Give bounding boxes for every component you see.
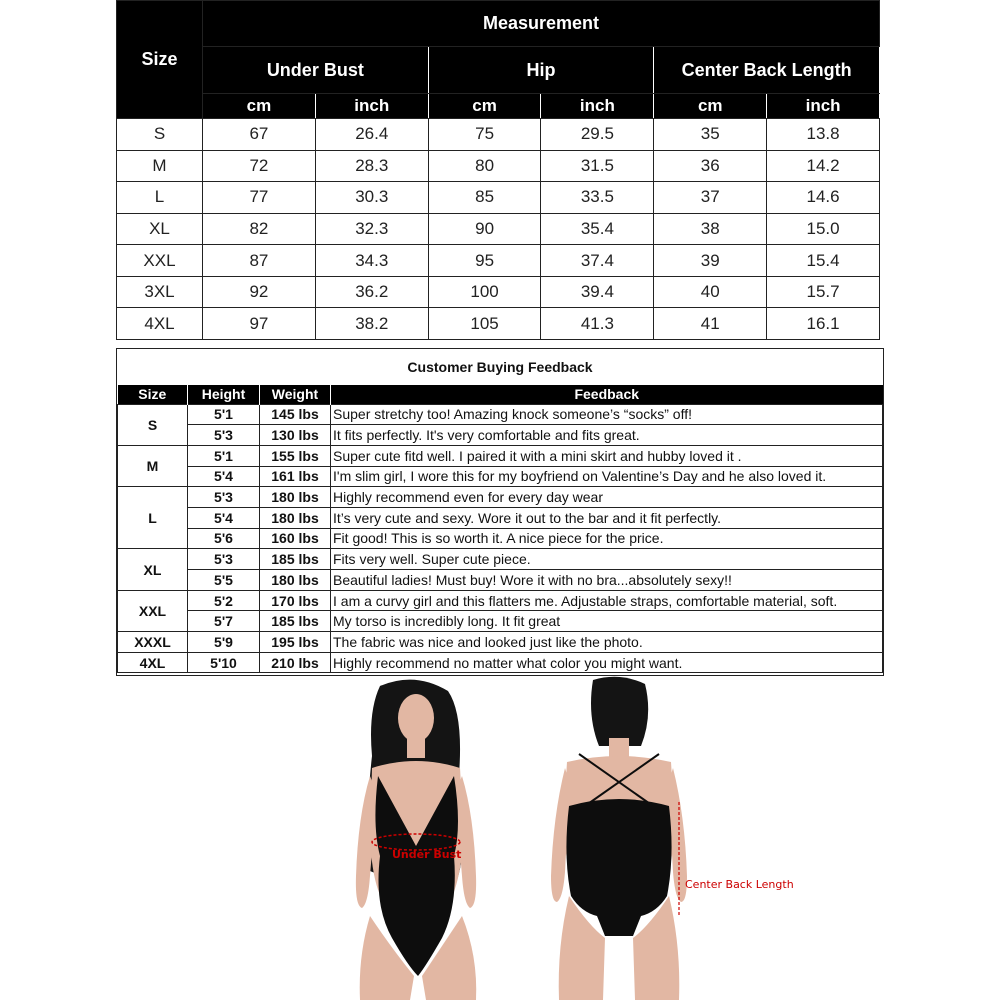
- unit-header: cm: [203, 94, 316, 119]
- feedback-height-cell: 5'9: [188, 632, 260, 653]
- measurement-cell: 36.2: [315, 276, 428, 308]
- unit-header: inch: [315, 94, 428, 119]
- feedback-text-cell: The fabric was nice and looked just like the photo.: [331, 632, 883, 653]
- size-chart-row: [117, 213, 880, 245]
- neck-shape: [407, 736, 425, 758]
- size-chart-row: [117, 245, 880, 277]
- feedback-weight-cell: 160 lbs: [260, 528, 331, 549]
- feedback-size-cell: XL: [118, 549, 188, 590]
- measurement-cell: 72: [203, 150, 316, 182]
- measurement-cell: 37.4: [541, 245, 654, 277]
- measurement-cell: 14.6: [767, 182, 880, 214]
- measurement-cell: 105: [428, 308, 541, 340]
- feedback-text-cell: Highly recommend even for every day wear: [331, 487, 883, 508]
- size-chart-row: [117, 182, 880, 214]
- feedback-size-cell: M: [118, 445, 188, 486]
- feedback-size-cell: XXL: [118, 590, 188, 631]
- feedback-height-cell: 5'4: [188, 507, 260, 528]
- feedback-text-cell: Super stretchy too! Amazing knock someone’s “socks” off!: [331, 404, 883, 425]
- measurement-cell: 41.3: [541, 308, 654, 340]
- feedback-row: [118, 611, 883, 632]
- feedback-weight-cell: 210 lbs: [260, 652, 331, 673]
- feedback-weight-header: Weight: [260, 385, 331, 404]
- feedback-text-cell: Super cute fitd well. I paired it with a mini skirt and hubby loved it .: [331, 445, 883, 466]
- feedback-body: [118, 404, 883, 673]
- size-cell: M: [117, 150, 203, 182]
- feedback-row: [118, 425, 883, 446]
- feedback-row: [118, 507, 883, 528]
- feedback-size-header: Size: [118, 385, 188, 404]
- size-cell: 4XL: [117, 308, 203, 340]
- size-cell: XL: [117, 213, 203, 245]
- measurement-header: Measurement: [203, 1, 880, 47]
- measurement-cell: 37: [654, 182, 767, 214]
- hip-header: Hip: [428, 47, 654, 94]
- feedback-weight-cell: 155 lbs: [260, 445, 331, 466]
- feedback-row: [118, 528, 883, 549]
- measurement-cell: 77: [203, 182, 316, 214]
- feedback-height-cell: 5'1: [188, 445, 260, 466]
- feedback-height-cell: 5'4: [188, 466, 260, 487]
- feedback-row: [118, 487, 883, 508]
- measurement-cell: 33.5: [541, 182, 654, 214]
- feedback-size-cell: S: [118, 404, 188, 445]
- under-bust-label: Under Bust: [392, 848, 462, 861]
- measurement-cell: 90: [428, 213, 541, 245]
- feedback-height-header: Height: [188, 385, 260, 404]
- feedback-text-cell: It fits perfectly. It's very comfortable and fits great.: [331, 425, 883, 446]
- measurement-cell: 39: [654, 245, 767, 277]
- feedback-text-cell: Beautiful ladies! Must buy! Wore it with no bra...absolutely sexy!!: [331, 570, 883, 591]
- measurement-cell: 92: [203, 276, 316, 308]
- measurement-cell: 85: [428, 182, 541, 214]
- hair-shape: [591, 677, 648, 746]
- measurement-cell: 80: [428, 150, 541, 182]
- model-back-illustration: [545, 676, 695, 1000]
- measurement-cell: 16.1: [767, 308, 880, 340]
- feedback-weight-cell: 185 lbs: [260, 611, 331, 632]
- feedback-size-cell: XXXL: [118, 632, 188, 653]
- unit-header: inch: [541, 94, 654, 119]
- unit-header: cm: [654, 94, 767, 119]
- feedback-text-cell: I'm slim girl, I wore this for my boyfriend on Valentine’s Day and he also loved it.: [331, 466, 883, 487]
- measurement-cell: 67: [203, 119, 316, 151]
- feedback-weight-cell: 161 lbs: [260, 466, 331, 487]
- feedback-weight-cell: 185 lbs: [260, 549, 331, 570]
- feedback-height-cell: 5'6: [188, 528, 260, 549]
- size-cell: 3XL: [117, 276, 203, 308]
- measurement-cell: 97: [203, 308, 316, 340]
- customer-feedback-panel: [116, 348, 884, 676]
- measurement-cell: 34.3: [315, 245, 428, 277]
- feedback-row: [118, 652, 883, 673]
- measurement-cell: 32.3: [315, 213, 428, 245]
- feedback-height-cell: 5'3: [188, 549, 260, 570]
- measurement-cell: 35: [654, 119, 767, 151]
- measurement-cell: 82: [203, 213, 316, 245]
- feedback-size-cell: L: [118, 487, 188, 549]
- under-bust-header: Under Bust: [203, 47, 429, 94]
- feedback-height-cell: 5'3: [188, 425, 260, 446]
- feedback-height-cell: 5'1: [188, 404, 260, 425]
- measurement-cell: 15.4: [767, 245, 880, 277]
- neck-shape: [609, 738, 629, 758]
- size-chart-row: [117, 276, 880, 308]
- model-front-illustration: [330, 676, 500, 1000]
- face-shape: [398, 694, 434, 742]
- model-front-photo: [330, 676, 500, 1000]
- measurement-cell: 36: [654, 150, 767, 182]
- size-column-header: Size: [117, 1, 203, 119]
- feedback-row: [118, 466, 883, 487]
- measurement-cell: 15.7: [767, 276, 880, 308]
- size-chart-row: [117, 308, 880, 340]
- feedback-height-cell: 5'7: [188, 611, 260, 632]
- feedback-height-cell: 5'10: [188, 652, 260, 673]
- unit-header: inch: [767, 94, 880, 119]
- model-back-photo: [545, 676, 695, 1000]
- measurement-cell: 75: [428, 119, 541, 151]
- feedback-row: [118, 590, 883, 611]
- feedback-height-cell: 5'2: [188, 590, 260, 611]
- feedback-row: [118, 549, 883, 570]
- measurement-cell: 13.8: [767, 119, 880, 151]
- feedback-weight-cell: 180 lbs: [260, 487, 331, 508]
- feedback-text-cell: Fit good! This is so worth it. A nice piece for the price.: [331, 528, 883, 549]
- feedback-row: [118, 404, 883, 425]
- measurement-cell: 40: [654, 276, 767, 308]
- center-back-length-label: Center Back Length: [685, 878, 794, 891]
- size-cell: L: [117, 182, 203, 214]
- feedback-weight-cell: 170 lbs: [260, 590, 331, 611]
- measurement-cell: 100: [428, 276, 541, 308]
- measurement-cell: 28.3: [315, 150, 428, 182]
- measurement-cell: 26.4: [315, 119, 428, 151]
- feedback-title: Customer Buying Feedback: [407, 359, 593, 375]
- measurement-cell: 38.2: [315, 308, 428, 340]
- measurement-cell: 87: [203, 245, 316, 277]
- measurement-cell: 41: [654, 308, 767, 340]
- feedback-row: [118, 632, 883, 653]
- measurement-cell: 39.4: [541, 276, 654, 308]
- feedback-weight-cell: 180 lbs: [260, 507, 331, 528]
- feedback-text-cell: Fits very well. Super cute piece.: [331, 549, 883, 570]
- unit-header: cm: [428, 94, 541, 119]
- measurement-cell: 29.5: [541, 119, 654, 151]
- measurement-cell: 30.3: [315, 182, 428, 214]
- feedback-weight-cell: 180 lbs: [260, 570, 331, 591]
- feedback-height-cell: 5'5: [188, 570, 260, 591]
- feedback-weight-cell: 130 lbs: [260, 425, 331, 446]
- feedback-table: [117, 385, 883, 673]
- size-chart-body: [117, 119, 880, 340]
- feedback-weight-cell: 195 lbs: [260, 632, 331, 653]
- size-chart-row: [117, 150, 880, 182]
- measurement-cell: 15.0: [767, 213, 880, 245]
- feedback-row: [118, 570, 883, 591]
- measurement-cell: 14.2: [767, 150, 880, 182]
- measurement-cell: 95: [428, 245, 541, 277]
- feedback-text-cell: Highly recommend no matter what color you might want.: [331, 652, 883, 673]
- feedback-text-cell: I am a curvy girl and this flatters me. Adjustable straps, comfortable material, soft.: [331, 590, 883, 611]
- feedback-weight-cell: 145 lbs: [260, 404, 331, 425]
- feedback-height-cell: 5'3: [188, 487, 260, 508]
- feedback-text-header: Feedback: [331, 385, 883, 404]
- feedback-row: [118, 445, 883, 466]
- size-cell: XXL: [117, 245, 203, 277]
- feedback-text-cell: My torso is incredibly long. It fit great: [331, 611, 883, 632]
- size-chart-row: [117, 119, 880, 151]
- measurement-cell: 31.5: [541, 150, 654, 182]
- measurement-cell: 38: [654, 213, 767, 245]
- center-back-length-header: Center Back Length: [654, 47, 880, 94]
- measurement-cell: 35.4: [541, 213, 654, 245]
- size-chart-table: [116, 0, 880, 340]
- size-cell: S: [117, 119, 203, 151]
- feedback-text-cell: It’s very cute and sexy. Wore it out to the bar and it fit perfectly.: [331, 507, 883, 528]
- feedback-size-cell: 4XL: [118, 652, 188, 673]
